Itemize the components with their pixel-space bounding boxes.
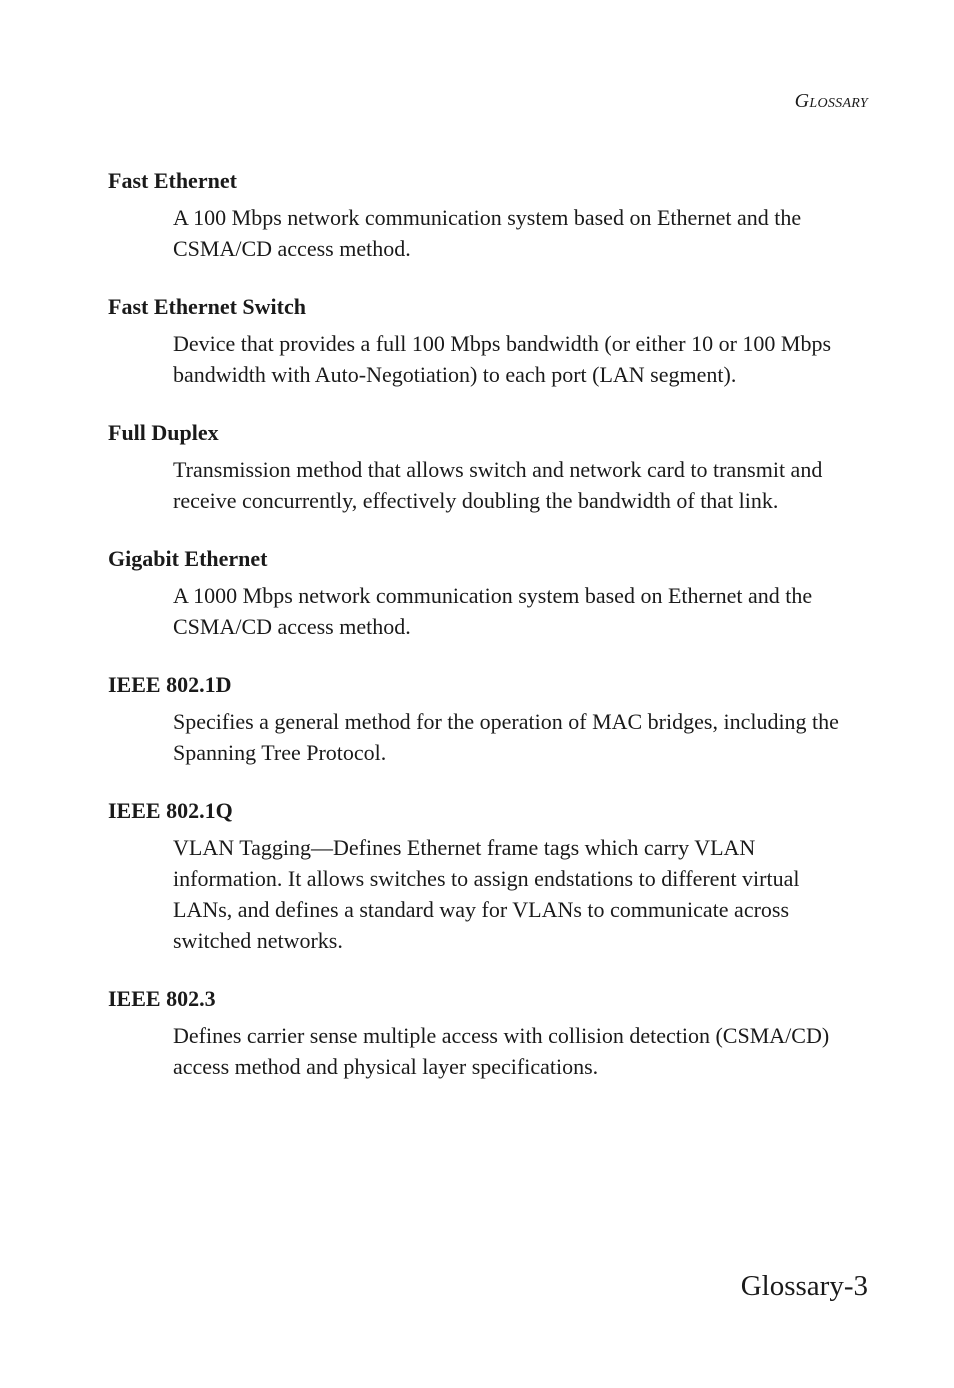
- glossary-term: Gigabit Ethernet: [108, 546, 268, 571]
- glossary-term: IEEE 802.1D: [108, 672, 232, 697]
- glossary-entry: [108, 670, 868, 768]
- glossary-entry: [108, 544, 868, 642]
- glossary-definition: Defines carrier sense multiple access with collision detection (CSMA/CD) access method and physical layer specifications.: [173, 1023, 830, 1079]
- glossary-definition: A 100 Mbps network communication system based on Ethernet and the CSMA/CD access method.: [173, 205, 802, 261]
- glossary-definition: VLAN Tagging—Defines Ethernet frame tags which carry VLAN information. It allows switches to assign endstations to different virtual LANs, and defines a standard way for VLANs to communicate across switched networks.: [173, 835, 800, 953]
- running-header: Glossary: [794, 90, 868, 112]
- glossary-entry: [108, 292, 868, 390]
- glossary-definition: A 1000 Mbps network communication system based on Ethernet and the CSMA/CD access method.: [173, 583, 813, 639]
- glossary-entry: [108, 796, 868, 956]
- glossary-term: Full Duplex: [108, 420, 219, 445]
- glossary-definition: Device that provides a full 100 Mbps bandwidth (or either 10 or 100 Mbps bandwidth with Auto-Negotiation) to each port (LAN segment).: [173, 331, 832, 387]
- glossary-term: IEEE 802.1Q: [108, 798, 233, 823]
- glossary-entry: [108, 418, 868, 516]
- glossary-entry: [108, 984, 868, 1082]
- glossary-entries: [108, 166, 868, 1110]
- glossary-term: Fast Ethernet Switch: [108, 294, 306, 319]
- glossary-term: IEEE 802.3: [108, 986, 216, 1011]
- glossary-term: Fast Ethernet: [108, 168, 237, 193]
- glossary-definition: Specifies a general method for the operation of MAC bridges, including the Spanning Tree Protocol.: [173, 709, 839, 765]
- glossary-entry: [108, 166, 868, 264]
- glossary-definition: Transmission method that allows switch and network card to transmit and receive concurrently, effectively doubling the bandwidth of that link.: [173, 457, 823, 513]
- page-number: Glossary-3: [740, 1270, 868, 1302]
